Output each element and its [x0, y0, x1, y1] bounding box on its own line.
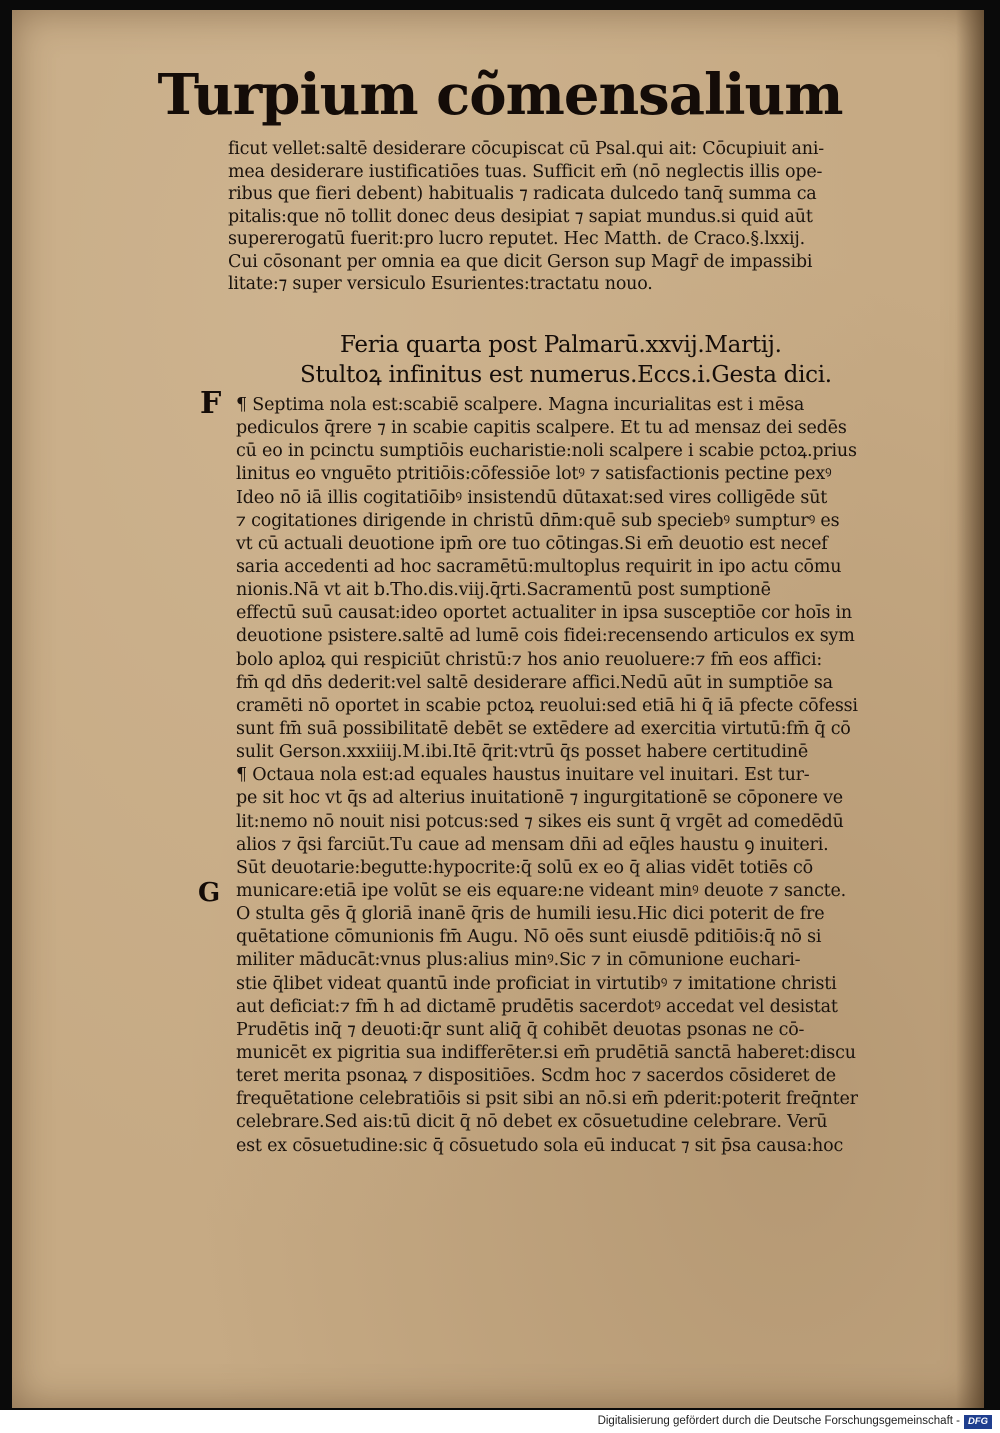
text-line: aut deficiat:⁊ fm̄ h̄ ad dictamē prudētis sacerdotꝰ accedat vel desistat: [236, 996, 838, 1017]
text-line: Ideo nō iā illis cogitatiōibꝰ insistendū dūtaxat:sed vires colligēde sūt: [236, 487, 828, 508]
text-line: quētatione cōmunionis fm̄ Augu. Nō oēs sunt eiusdē pditiōis:q̄ nō si: [236, 927, 822, 948]
text-line: deuotione psistere.saltē ad lumē cois fidei:recensendo articulos ex sym: [236, 626, 855, 647]
text-line: pe sit hoc vt q̄s ad alterius inuitationē ⁊ ingurgitationē se cōponere ve: [236, 788, 843, 809]
text-line: municēt ex pigritia sua indifferēter.si em̄ prudētiā sanctā haberet:discu: [236, 1042, 856, 1063]
running-head: Turpium cõmensalium: [157, 62, 843, 128]
text-line: Cui cōsonant per omnia ea que dicit Gerson sup Magr̄ de impassibi: [228, 251, 813, 272]
text-line: effectū suū causat:ideo oportet actualiter in ipsa susceptiōe cor hoīs in: [236, 603, 852, 624]
text-line: cū eo in pcinctu sumptiōis eucharistie:noli scalpere i scabie pctoꝝ.prius: [236, 441, 857, 462]
text-line: nionis.Nā vt ait b.Tho.dis.viij.q̄rti.Sacramentū post sumptionē: [236, 580, 771, 601]
text-line: lit:nemo nō nouit nisi potcus:sed ⁊ sikes eis sunt q̄ vrgēt ad comedēdū: [236, 811, 844, 832]
text-line: ¶ Octaua nola est:ad equales haustus inuitare vel inuitari. Est tur-: [236, 765, 810, 786]
text-line: mea desiderare iustificatiōes tuas. Sufficit em̄ (nō neglectis illis ope-: [228, 161, 823, 182]
text-line: stie q̄libet videat quantū inde proficiat in virtutibꝰ ⁊ imitatione christi: [236, 973, 837, 994]
marginal-letter-g: G: [198, 878, 221, 908]
text-line: alios ⁊ q̄si farciūt.Tu caue ad mensam dn̄i ad eq̄les haustu ꝯ inuiteri.: [236, 834, 829, 855]
text-line: Sūt deuotarie:begutte:hypocrite:q̄ solū ex eo q̄ alias vidēt totiēs cō: [236, 857, 813, 878]
rubric-verse-line: Stultoꝝ infinitus est numerus.Eccs.i.Gesta dici.: [300, 362, 832, 388]
text-line: vt cū actuali deuotione ipm̄ ore tuo cōtingas.Si em̄ deuotio est necef: [236, 533, 828, 554]
text-block-top: [228, 138, 958, 296]
text-line: frequētatione celebratiōis si psit sibi an nō.si em̄ pderit:poterit freq̄nter: [236, 1089, 858, 1110]
text-line: celebrare.Sed ais:tū dicit̄ q̄ nō debet ex cōsuetudine celebrare. Verū: [236, 1112, 828, 1133]
text-line: sunt fm̄ suā possibilitatē debēt se extēdere ad exercitia virtutū:fm̄ q̄ cō: [236, 718, 851, 739]
text-line: sulit Gerson.xxxiiij.M.ibi.Itē q̄rit̄:vtrū q̄s posset habere certitudinē: [236, 742, 809, 763]
text-line: fm̄ qd̄ dn̄s dederit:vel saltē desiderare affici.Nedū aūt in sumptiōe sa: [236, 672, 833, 693]
text-line: supererogatū fuerit:pro lucro reputet̄. Hec Matth. de Craco.§.lxxij.: [228, 229, 806, 249]
text-line: militer māducāt:vnus plus:alius minꝰ.Sic ⁊ in cōmunione euchari-: [236, 950, 801, 971]
text-line: pitalis:que nō tollit̄ donec deus desipiat ⁊ sapiat mundus.si quid aūt: [228, 206, 813, 227]
text-line: cramēti nō oportet in scabie pctoꝝ reuolui:sed etiā hi q̄ iā pfecte cōfessi: [236, 695, 858, 716]
rubric-date-line: Feria quarta post Palmarū.xxvij.Martij.: [340, 332, 782, 358]
text-line: Prudētis inq̄ ⁊ deuoti:q̄r sunt aliq̄ q̄ cohibēt deuotas psonas ne cō-: [236, 1019, 805, 1040]
text-line: ¶ Septima nola est:scabiē scalpere. Magna incurialitas est i mēsa: [236, 395, 805, 415]
text-line: municare:etiā ipe volūt se eis equare:ne videant̄ minꝰ deuote ⁊ sancte.: [236, 880, 847, 901]
text-line: ribus que fieri debent) habitualis ⁊ radicata dulcedo tanq̄ summa ca: [228, 184, 817, 204]
footer-bar: [0, 1412, 1000, 1433]
text-line: est ex cōsuetudine:sic q̄ cōsuetudo sola eū inducat ⁊ sit p̄sa causa:hoc: [236, 1135, 844, 1156]
funding-credit: Digitalisierung gefördert durch die Deutsche Forschungsgemeinschaft -: [597, 1415, 960, 1427]
page-gutter-shadow: [956, 10, 984, 1408]
text-line: teret merita psonaꝝ ⁊ dispositiōes. Scd̄m hoc ⁊ sacerdos cōsideret de: [236, 1066, 836, 1087]
text-line: linitus eo vnguēto ptritiōis:cōfessiōe lotꝰ ⁊ satisfactionis pectine pexꝰ: [236, 464, 832, 485]
text-line: ⁊ cogitationes dirigende in christū dn̄m:quē sub speciebꝰ sumpturꝰ es: [236, 510, 840, 531]
rubric-heading: [300, 330, 960, 390]
text-block-main: [236, 394, 960, 1158]
text-line: ficut vellet:saltē desiderare cōcupiscat cū Psal.qui ait: Cōcupiuit ani-: [228, 139, 824, 159]
text-line: litate:⁊ super versiculo Esurientes:tractatu nouo.: [228, 274, 653, 294]
text-line: saria accedenti ad hoc sacramētū:multoplus requirit̄ in ipo actu cōmu: [236, 556, 842, 577]
dfg-logo: DFG: [964, 1415, 992, 1429]
text-line: pediculos q̄rere ⁊ in scabie capitis scalpere. Et tu ad mensaz dei sedēs: [236, 418, 847, 439]
text-line: bolo aploꝝ qui respiciūt christū:⁊ hos anio reuoluere:⁊ fm̄ eos affici:: [236, 649, 823, 670]
marginal-letter-f: F: [200, 386, 222, 421]
text-line: O stulta gēs q̄ gloriā inanē q̄ris de humili iesu.Hic dici poterit de fre: [236, 904, 825, 925]
